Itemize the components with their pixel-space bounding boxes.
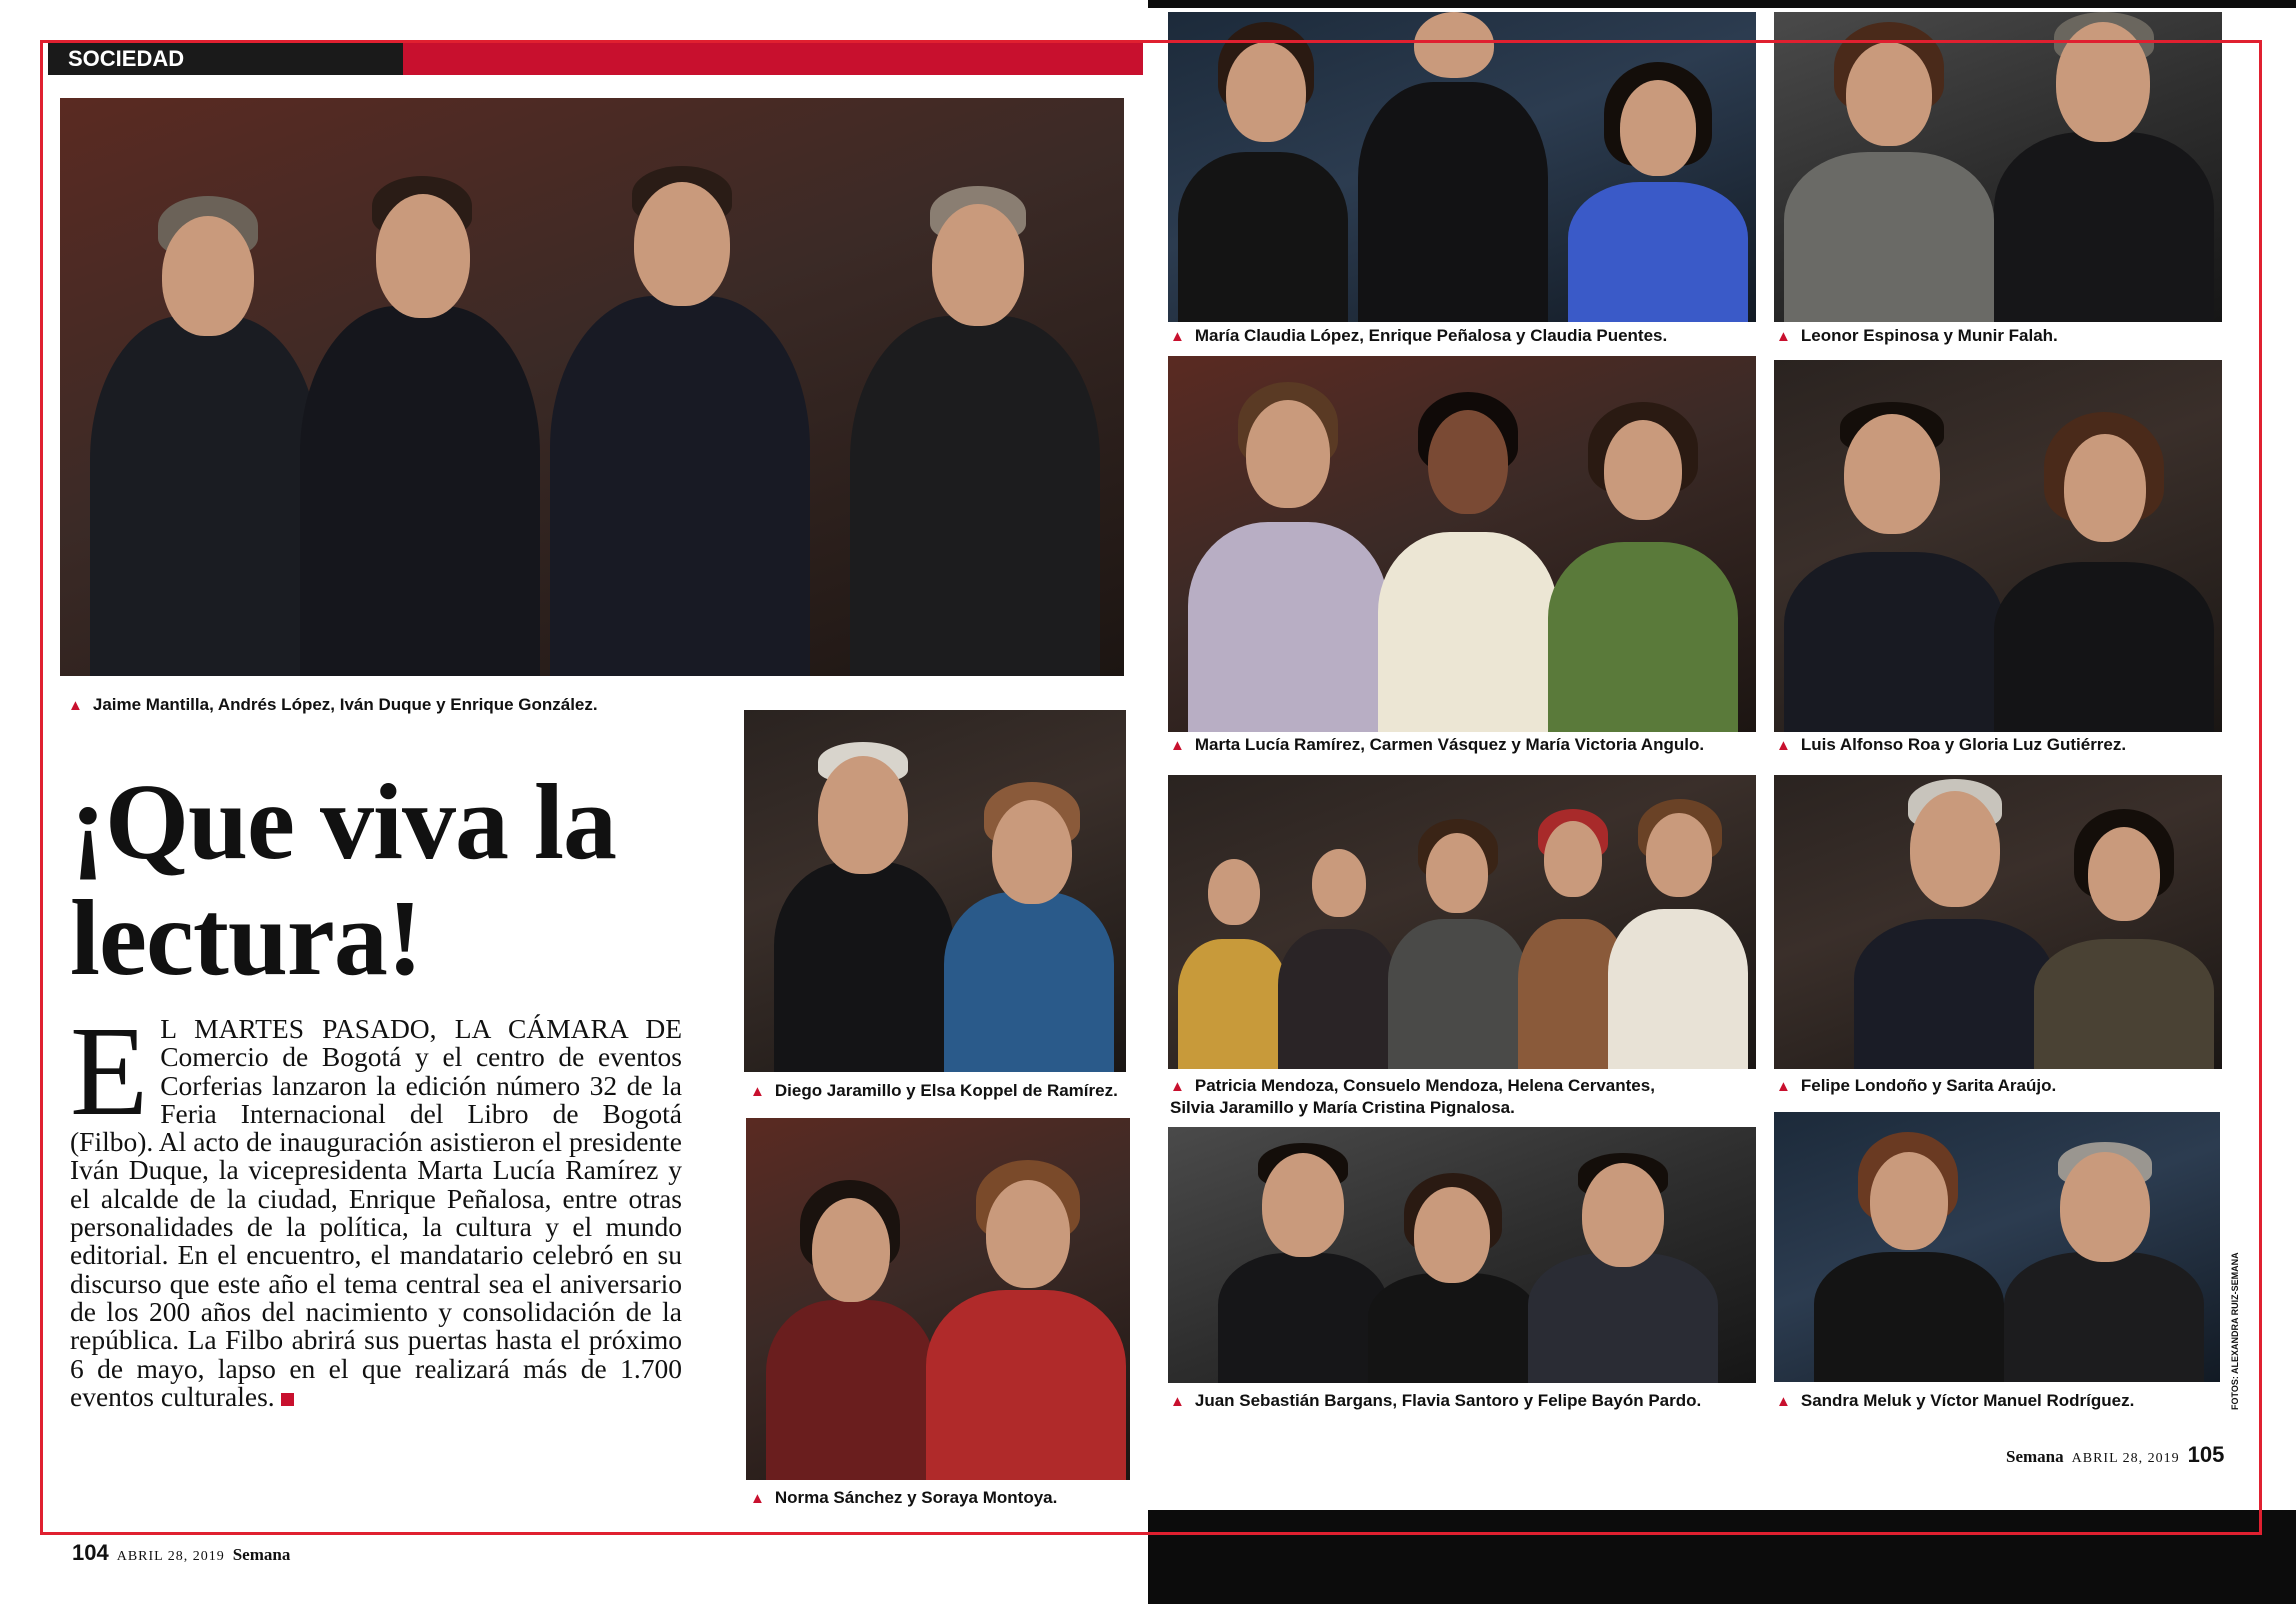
caption-bullet-icon: ▲ — [1776, 1393, 1791, 1410]
caption-patricia-mendoza-line2: Silvia Jaramillo y María Cristina Pignalosa. — [1170, 1098, 1515, 1117]
caption-bullet-icon: ▲ — [1776, 737, 1791, 754]
caption-maria-claudia-lopez: ▲ María Claudia López, Enrique Peñalosa y Claudia Puentes. — [1170, 325, 1667, 348]
top-black-band — [1148, 0, 2296, 8]
article-text: Comercio de Bogotá y el centro de eventos Corferias lanzaron la edición número 32 de la Feria Internacional del Libro de Bogotá (Filbo). Al acto de inauguración asistieron el presidente Iván Duque, la vicepresidenta Marta Lucía Ramírez y el alcalde de la ciudad, Enrique Peñalosa, entre otras personalidades de la política, la cultura y el mundo editorial. En el encuentro, el mandatario celebró en su discurso que este año el tema central sea el aniversario de los 200 años del nacimiento y consolidación de la república. La Filbo abrirá sus puertas hasta el próximo 6 de mayo, lapso en el que realizará más de 1.700 eventos culturales. — [70, 1041, 682, 1412]
caption-juan-sebastian-bargans: ▲ Juan Sebastián Bargans, Flavia Santoro y Felipe Bayón Pardo. — [1170, 1390, 1701, 1413]
folio-left — [72, 1540, 290, 1566]
caption-bullet-icon: ▲ — [1170, 1393, 1185, 1410]
caption-bullet-icon: ▲ — [1776, 328, 1791, 345]
highlight-frame — [40, 40, 2262, 1535]
article-lead: L MARTES PASADO, LA CÁMARA DE — [160, 1013, 682, 1044]
headline: ¡Que viva la lectura! — [70, 763, 616, 998]
caption-norma-sanchez: ▲ Norma Sánchez y Soraya Montoya. — [750, 1487, 1057, 1510]
page-number: 104 — [72, 1540, 109, 1565]
magazine-name: Semana — [232, 1545, 291, 1564]
issue-date: ABRIL 28, 2019 — [116, 1549, 225, 1564]
photo-credit: FOTOS: ALEXANDRA RUIZ-SEMANA — [2230, 1252, 2240, 1410]
caption-bullet-icon: ▲ — [1776, 1078, 1791, 1095]
magazine-name: Semana — [2006, 1447, 2064, 1466]
caption-bullet-icon: ▲ — [1170, 737, 1185, 754]
caption-diego-jaramillo: ▲ Diego Jaramillo y Elsa Koppel de Ramírez. — [750, 1080, 1118, 1103]
caption-luis-alfonso-roa: ▲ Luis Alfonso Roa y Gloria Luz Gutiérrez. — [1776, 734, 2126, 757]
caption-bullet-icon: ▲ — [1170, 1078, 1185, 1095]
caption-marta-lucia-ramirez: ▲ Marta Lucía Ramírez, Carmen Vásquez y María Victoria Angulo. — [1170, 734, 1704, 757]
caption-bullet-icon: ▲ — [750, 1083, 765, 1100]
caption-bullet-icon: ▲ — [750, 1490, 765, 1507]
caption-felipe-londono: ▲ Felipe Londoño y Sarita Araújo. — [1776, 1075, 2056, 1098]
issue-date: ABRIL 28, 2019 — [2071, 1451, 2180, 1466]
caption-patricia-mendoza-line1: ▲ Patricia Mendoza, Consuelo Mendoza, Helena Cervantes, — [1170, 1075, 1655, 1098]
caption-leonor-espinosa: ▲ Leonor Espinosa y Munir Falah. — [1776, 325, 2058, 348]
caption-main-photo: ▲ Jaime Mantilla, Andrés López, Iván Duque y Enrique González. — [68, 694, 598, 717]
caption-bullet-icon: ▲ — [1170, 328, 1185, 345]
drop-cap: E — [70, 1000, 149, 1142]
caption-sandra-meluk: ▲ Sandra Meluk y Víctor Manuel Rodríguez. — [1776, 1390, 2134, 1413]
section-tag: SOCIEDAD — [48, 42, 403, 75]
page-number: 105 — [2187, 1442, 2225, 1467]
caption-bullet-icon: ▲ — [68, 697, 83, 714]
